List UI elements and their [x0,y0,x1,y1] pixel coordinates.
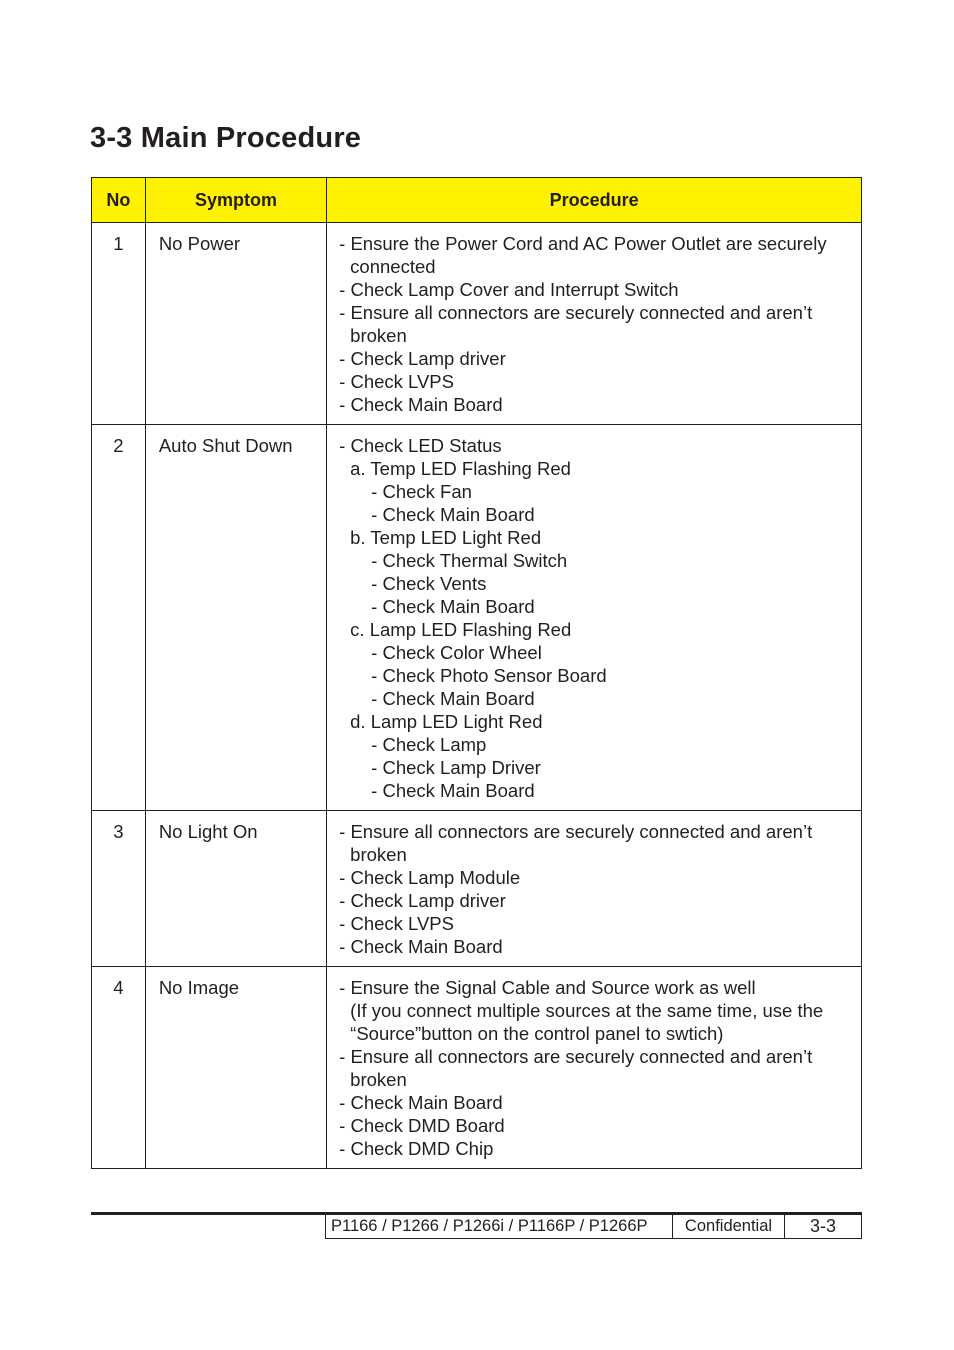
table-row [92,967,862,1169]
procedure-step: - Check Main Board [371,596,535,617]
procedure-step: - Ensure the Power Cord and AC Power Outlet are securely [339,233,827,254]
row-number: 4 [92,967,146,1169]
footer [325,1215,862,1239]
procedure-step: broken [350,325,407,346]
procedure-step: - Check Lamp Cover and Interrupt Switch [339,279,679,300]
procedure-step: - Check Lamp [371,734,487,755]
footer-confidential: Confidential [673,1215,785,1238]
procedure-step: - Ensure all connectors are securely connected and aren’t [339,1046,813,1067]
procedure-step: broken [350,1069,407,1090]
table-row [92,223,862,425]
procedure-step: - Ensure all connectors are securely connected and aren’t [339,302,813,323]
procedure-step: - Check Vents [371,573,487,594]
table-row [92,425,862,811]
procedure-step: - Check Photo Sensor Board [371,665,607,686]
row-symptom: No Light On [145,811,326,967]
header-symptom: Symptom [145,178,326,223]
procedure-step: - Check DMD Board [339,1115,505,1136]
procedure-step: - Check Lamp driver [339,348,506,369]
procedure-step: broken [350,844,407,865]
procedure-step: d. Lamp LED Light Red [350,711,543,732]
procedure-step: - Check Lamp driver [339,890,506,911]
procedure-step: a. Temp LED Flashing Red [350,458,571,479]
main-procedure-table [91,177,862,1169]
procedure-step: c. Lamp LED Flashing Red [350,619,572,640]
procedure-step: b. Temp LED Light Red [350,527,542,548]
table-row [92,811,862,967]
footer-page-number: 3-3 [809,1216,836,1236]
row-symptom: No Image [145,967,326,1169]
page-title: 3-3 Main Procedure [90,122,362,154]
row-number: 2 [92,425,146,811]
procedure-step: - Check Main Board [371,780,535,801]
procedure-step: - Check LVPS [339,371,454,392]
procedure-step: “Source”button on the control panel to swtich) [350,1023,724,1044]
row-symptom: No Power [145,223,326,425]
footer-models: P1166 / P1266 / P1266i / P1166P / P1266P [326,1215,673,1238]
row-symptom: Auto Shut Down [145,425,326,811]
procedure-step: - Check Main Board [339,936,503,957]
procedure-step: - Check LED Status [339,435,502,456]
procedure-step: - Check Lamp Driver [371,757,541,778]
table-header-row [92,178,862,223]
procedure-step: - Check Main Board [339,1092,503,1113]
procedure-step: - Ensure all connectors are securely connected and aren’t [339,821,813,842]
procedure-step: - Check Main Board [339,394,503,415]
procedure-step: - Check LVPS [339,913,454,934]
procedure-step: (If you connect multiple sources at the same time, use the [350,1000,824,1021]
row-procedure [327,425,862,811]
procedure-step: - Check Thermal Switch [371,550,568,571]
procedure-step: - Ensure the Signal Cable and Source work as well [339,977,756,998]
procedure-step: connected [350,256,436,277]
row-number: 3 [92,811,146,967]
procedure-step: - Check Main Board [371,504,535,525]
procedure-step: - Check Lamp Module [339,867,521,888]
procedure-step: - Check DMD Chip [339,1138,494,1159]
row-procedure [327,811,862,967]
procedure-step: - Check Fan [371,481,472,502]
row-number: 1 [92,223,146,425]
header-no: No [92,178,146,223]
procedure-step: - Check Main Board [371,688,535,709]
procedure-step: - Check Color Wheel [371,642,542,663]
row-procedure [327,967,862,1169]
row-procedure [327,223,862,425]
table-body [92,223,862,1169]
header-procedure: Procedure [327,178,862,223]
